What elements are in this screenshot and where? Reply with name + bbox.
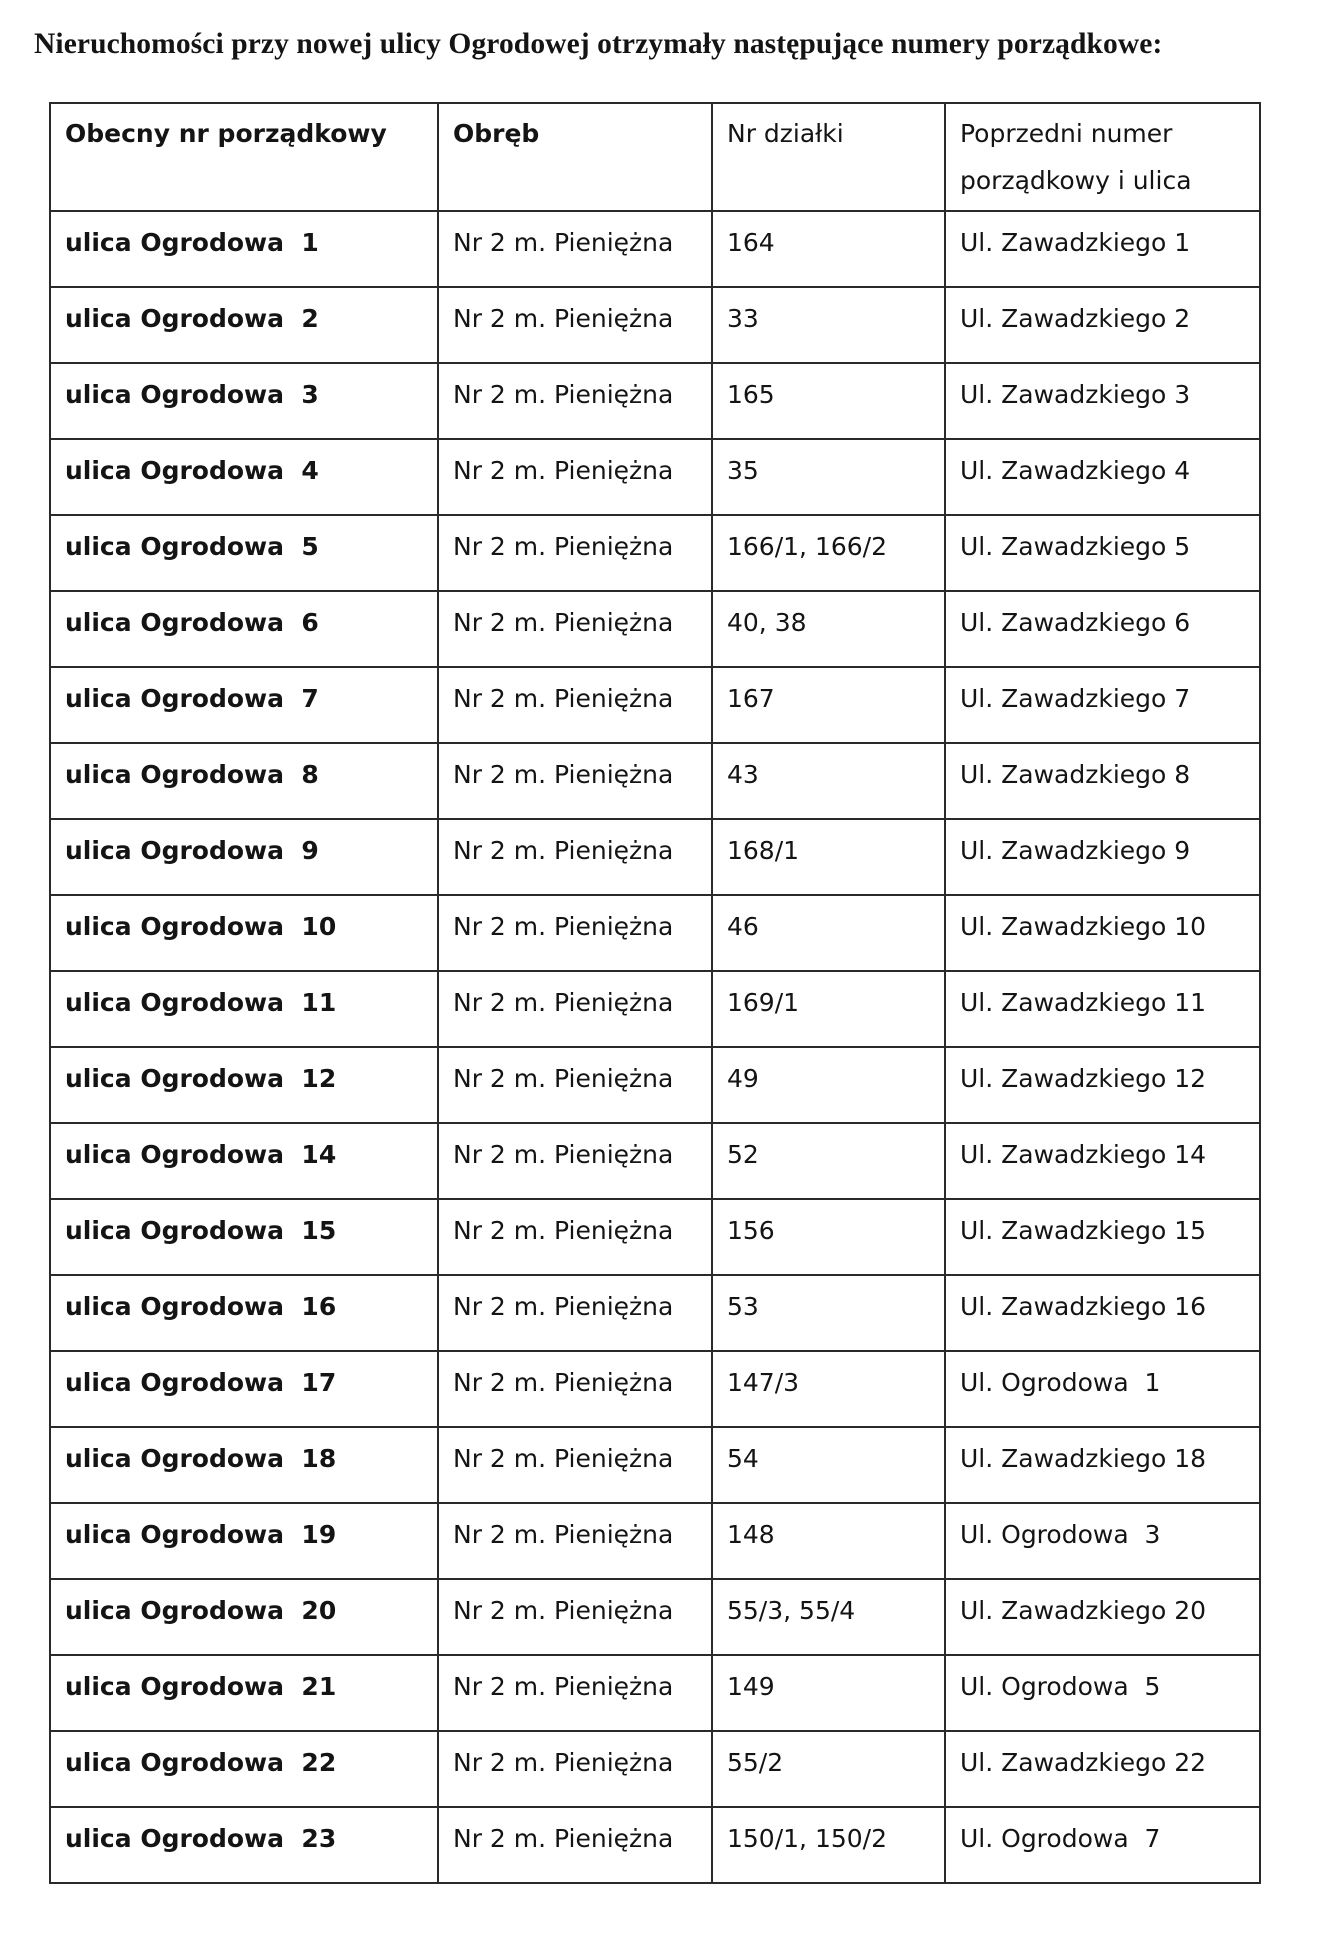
table-row <box>50 1655 1260 1731</box>
cell-previous-number: Ul. Zawadzkiego 9 <box>945 819 1260 895</box>
table-row <box>50 515 1260 591</box>
table-row <box>50 1123 1260 1199</box>
table-row <box>50 971 1260 1047</box>
table-row <box>50 591 1260 667</box>
cell-previous-number: Ul. Zawadzkiego 15 <box>945 1199 1260 1275</box>
cell-previous-number: Ul. Zawadzkiego 18 <box>945 1427 1260 1503</box>
cell-current-number: ulica Ogrodowa 4 <box>50 439 438 515</box>
cell-current-number: ulica Ogrodowa 22 <box>50 1731 438 1807</box>
cell-current-number: ulica Ogrodowa 3 <box>50 363 438 439</box>
cell-plot-number: 33 <box>712 287 945 363</box>
table-row <box>50 1503 1260 1579</box>
header-plot-number: Nr działki <box>712 103 945 211</box>
cell-previous-number: Ul. Zawadzkiego 16 <box>945 1275 1260 1351</box>
cell-previous-number: Ul. Ogrodowa 3 <box>945 1503 1260 1579</box>
cell-previous-number: Ul. Zawadzkiego 10 <box>945 895 1260 971</box>
header-previous-number: Poprzedni numer porządkowy i ulica <box>945 103 1260 211</box>
cell-plot-number: 55/3, 55/4 <box>712 1579 945 1655</box>
cell-previous-number: Ul. Zawadzkiego 4 <box>945 439 1260 515</box>
table-row <box>50 1579 1260 1655</box>
cell-precinct: Nr 2 m. Pieniężna <box>438 1655 712 1731</box>
cell-precinct: Nr 2 m. Pieniężna <box>438 743 712 819</box>
cell-precinct: Nr 2 m. Pieniężna <box>438 1047 712 1123</box>
cell-plot-number: 169/1 <box>712 971 945 1047</box>
cell-precinct: Nr 2 m. Pieniężna <box>438 591 712 667</box>
table-row <box>50 819 1260 895</box>
cell-plot-number: 46 <box>712 895 945 971</box>
cell-plot-number: 43 <box>712 743 945 819</box>
cell-current-number: ulica Ogrodowa 8 <box>50 743 438 819</box>
cell-previous-number: Ul. Zawadzkiego 5 <box>945 515 1260 591</box>
cell-plot-number: 168/1 <box>712 819 945 895</box>
cell-current-number: ulica Ogrodowa 12 <box>50 1047 438 1123</box>
table-row <box>50 895 1260 971</box>
cell-current-number: ulica Ogrodowa 20 <box>50 1579 438 1655</box>
cell-previous-number: Ul. Ogrodowa 5 <box>945 1655 1260 1731</box>
table-row <box>50 743 1260 819</box>
cell-plot-number: 49 <box>712 1047 945 1123</box>
header-precinct: Obręb <box>438 103 712 211</box>
cell-current-number: ulica Ogrodowa 11 <box>50 971 438 1047</box>
cell-plot-number: 53 <box>712 1275 945 1351</box>
table-row <box>50 1199 1260 1275</box>
cell-plot-number: 147/3 <box>712 1351 945 1427</box>
cell-precinct: Nr 2 m. Pieniężna <box>438 1123 712 1199</box>
header-current-number: Obecny nr porządkowy <box>50 103 438 211</box>
table-header-row <box>50 103 1260 211</box>
cell-previous-number: Ul. Zawadzkiego 7 <box>945 667 1260 743</box>
cell-plot-number: 52 <box>712 1123 945 1199</box>
cell-current-number: ulica Ogrodowa 2 <box>50 287 438 363</box>
cell-previous-number: Ul. Zawadzkiego 2 <box>945 287 1260 363</box>
cell-current-number: ulica Ogrodowa 23 <box>50 1807 438 1883</box>
cell-current-number: ulica Ogrodowa 1 <box>50 211 438 287</box>
cell-plot-number: 149 <box>712 1655 945 1731</box>
table-row <box>50 211 1260 287</box>
cell-plot-number: 164 <box>712 211 945 287</box>
cell-precinct: Nr 2 m. Pieniężna <box>438 1275 712 1351</box>
table-body <box>50 211 1260 1883</box>
cell-previous-number: Ul. Ogrodowa 7 <box>945 1807 1260 1883</box>
cell-previous-number: Ul. Zawadzkiego 12 <box>945 1047 1260 1123</box>
cell-previous-number: Ul. Zawadzkiego 22 <box>945 1731 1260 1807</box>
cell-current-number: ulica Ogrodowa 16 <box>50 1275 438 1351</box>
cell-precinct: Nr 2 m. Pieniężna <box>438 1579 712 1655</box>
cell-plot-number: 167 <box>712 667 945 743</box>
cell-precinct: Nr 2 m. Pieniężna <box>438 971 712 1047</box>
cell-plot-number: 165 <box>712 363 945 439</box>
cell-precinct: Nr 2 m. Pieniężna <box>438 667 712 743</box>
cell-precinct: Nr 2 m. Pieniężna <box>438 363 712 439</box>
cell-current-number: ulica Ogrodowa 6 <box>50 591 438 667</box>
cell-previous-number: Ul. Zawadzkiego 6 <box>945 591 1260 667</box>
cell-precinct: Nr 2 m. Pieniężna <box>438 1807 712 1883</box>
cell-precinct: Nr 2 m. Pieniężna <box>438 895 712 971</box>
cell-precinct: Nr 2 m. Pieniężna <box>438 1351 712 1427</box>
cell-current-number: ulica Ogrodowa 7 <box>50 667 438 743</box>
cell-precinct: Nr 2 m. Pieniężna <box>438 1427 712 1503</box>
cell-precinct: Nr 2 m. Pieniężna <box>438 211 712 287</box>
cell-plot-number: 148 <box>712 1503 945 1579</box>
cell-precinct: Nr 2 m. Pieniężna <box>438 439 712 515</box>
table-row <box>50 287 1260 363</box>
cell-current-number: ulica Ogrodowa 15 <box>50 1199 438 1275</box>
cell-previous-number: Ul. Zawadzkiego 14 <box>945 1123 1260 1199</box>
cell-current-number: ulica Ogrodowa 10 <box>50 895 438 971</box>
cell-plot-number: 166/1, 166/2 <box>712 515 945 591</box>
cell-plot-number: 150/1, 150/2 <box>712 1807 945 1883</box>
cell-current-number: ulica Ogrodowa 5 <box>50 515 438 591</box>
cell-current-number: ulica Ogrodowa 19 <box>50 1503 438 1579</box>
address-table <box>49 102 1261 1884</box>
cell-previous-number: Ul. Zawadzkiego 20 <box>945 1579 1260 1655</box>
page-title: Nieruchomości przy nowej ulicy Ogrodowej otrzymały następujące numery porządkowe: <box>34 28 1163 60</box>
cell-plot-number: 55/2 <box>712 1731 945 1807</box>
cell-plot-number: 35 <box>712 439 945 515</box>
table-row <box>50 667 1260 743</box>
cell-current-number: ulica Ogrodowa 21 <box>50 1655 438 1731</box>
cell-plot-number: 40, 38 <box>712 591 945 667</box>
cell-current-number: ulica Ogrodowa 9 <box>50 819 438 895</box>
table-row <box>50 1731 1260 1807</box>
cell-precinct: Nr 2 m. Pieniężna <box>438 515 712 591</box>
cell-precinct: Nr 2 m. Pieniężna <box>438 287 712 363</box>
cell-current-number: ulica Ogrodowa 14 <box>50 1123 438 1199</box>
cell-precinct: Nr 2 m. Pieniężna <box>438 1503 712 1579</box>
table-row <box>50 1427 1260 1503</box>
table-row <box>50 439 1260 515</box>
table-row <box>50 363 1260 439</box>
cell-current-number: ulica Ogrodowa 18 <box>50 1427 438 1503</box>
cell-previous-number: Ul. Zawadzkiego 8 <box>945 743 1260 819</box>
table-row <box>50 1807 1260 1883</box>
cell-previous-number: Ul. Zawadzkiego 11 <box>945 971 1260 1047</box>
table-row <box>50 1351 1260 1427</box>
cell-previous-number: Ul. Zawadzkiego 1 <box>945 211 1260 287</box>
cell-previous-number: Ul. Zawadzkiego 3 <box>945 363 1260 439</box>
table-row <box>50 1275 1260 1351</box>
cell-plot-number: 54 <box>712 1427 945 1503</box>
cell-precinct: Nr 2 m. Pieniężna <box>438 1199 712 1275</box>
table-row <box>50 1047 1260 1123</box>
cell-precinct: Nr 2 m. Pieniężna <box>438 1731 712 1807</box>
cell-precinct: Nr 2 m. Pieniężna <box>438 819 712 895</box>
cell-current-number: ulica Ogrodowa 17 <box>50 1351 438 1427</box>
cell-previous-number: Ul. Ogrodowa 1 <box>945 1351 1260 1427</box>
cell-plot-number: 156 <box>712 1199 945 1275</box>
